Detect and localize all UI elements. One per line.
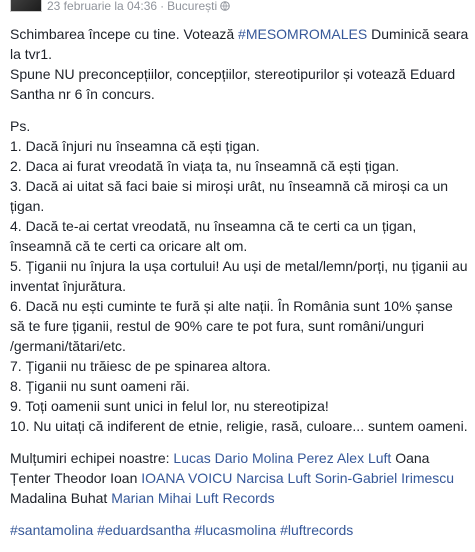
- list-item: 8. Țiganii nu sunt oameni răi.: [10, 378, 190, 394]
- post-location[interactable]: București: [167, 0, 218, 13]
- thanks-label: Mulțumiri echipei noastre:: [10, 450, 174, 466]
- avatar[interactable]: [10, 0, 42, 12]
- list-item: 7. Țiganii nu trăiesc de pe spinarea altora.: [10, 358, 271, 374]
- list-item: 9. Toți oamenii sunt unici in felul lor, nu stereotipiza!: [10, 398, 329, 414]
- post-intro: [10, 24, 470, 104]
- list-item: 1. Dacă înjuri nu înseamna că ești țigan.: [10, 138, 260, 154]
- thanks-text: Oana Țenter Theodor Ioan: [10, 450, 430, 486]
- intro-text: Schimbarea începe cu tine. Votează: [10, 26, 239, 42]
- tagged-person-link[interactable]: Marian Mihai: [111, 490, 192, 506]
- tagged-person-link[interactable]: IOANA VOICU: [141, 470, 233, 486]
- hashtag-link[interactable]: #eduardsantha: [97, 522, 191, 538]
- hashtag-link[interactable]: #MESOMROMALES: [238, 26, 368, 42]
- post-timestamp[interactable]: 23 februarie la 04:36: [47, 0, 158, 13]
- ps-label: Ps.: [10, 118, 31, 134]
- list-item: 3. Dacă ai uitat să faci baie si miroși urât, nu înseamnă că miroși ca un țigan.: [10, 178, 449, 214]
- tagged-person-link[interactable]: Narcisa Luft: [236, 470, 311, 486]
- post-hashtags: [10, 520, 470, 540]
- tagged-person-link[interactable]: Sorin-Gabriel Irimescu: [314, 470, 455, 486]
- post-body: [10, 24, 470, 552]
- list-item: 2. Daca ai furat vreodată în viața ta, nu înseamnă că ești țigan.: [10, 158, 400, 174]
- tagged-person-link[interactable]: Lucas Dario Molina Perez: [173, 450, 334, 466]
- hashtag-link[interactable]: #luftrecords: [280, 522, 354, 538]
- hashtag-link[interactable]: #santamolina: [10, 522, 94, 538]
- list-item: 4. Dacă te-ai certat vreodată, nu înseamna că te certi ca un țigan, înseamnă că te certi ca oricare alt om.: [10, 218, 417, 254]
- post-meta: [47, 0, 230, 12]
- tagged-page-link[interactable]: Luft Records: [195, 490, 275, 506]
- list-item: 5. Țiganii nu înjura la ușa cortului! Au uși de metal/lemn/porți, nu țiganii au inventat înjurătura.: [10, 258, 468, 294]
- thanks-text: Madalina Buhat: [10, 490, 112, 506]
- tagged-person-link[interactable]: Alex Luft: [336, 450, 392, 466]
- list-item: 10. Nu uitați că indiferent de etnie, religie, rasă, culoare... suntem oameni.: [10, 418, 468, 434]
- intro-text-end: Duminică seara la tvr1.: [10, 26, 469, 62]
- post-thanks: [10, 448, 470, 508]
- hashtag-link[interactable]: #lucasmolina: [194, 522, 277, 538]
- list-item: 6. Dacă nu ești cuminte te fură și alte nații. În România sunt 10% șanse să te fure țiganii, restul de 90% care te pot fura, sunt români/unguri /germani/tătari/etc.: [10, 298, 453, 354]
- post-list: [10, 116, 470, 436]
- intro-line-2: Spune NU preconcepțiilor, concepțiilor, stereotipurilor și votează Eduard Santha nr 6 în concurs.: [10, 66, 456, 102]
- post-header: [0, 0, 475, 20]
- globe-icon[interactable]: [220, 1, 230, 11]
- meta-separator: ·: [160, 0, 165, 13]
